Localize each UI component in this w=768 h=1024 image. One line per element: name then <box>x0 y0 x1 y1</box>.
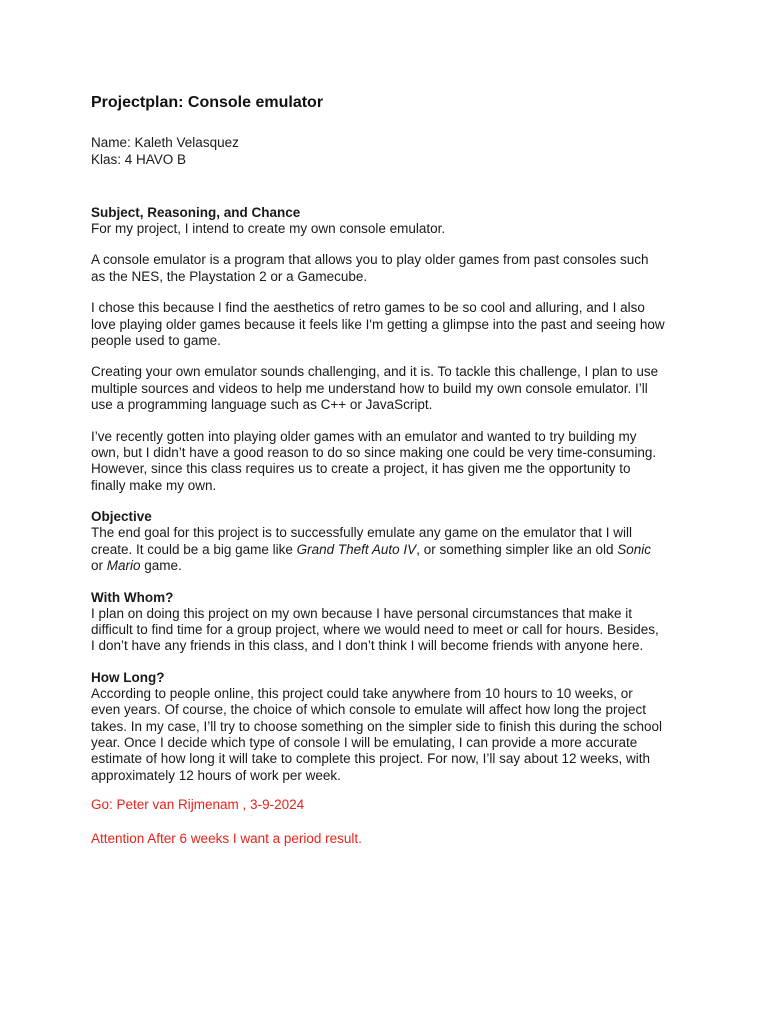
text-line: use a programming language such as C++ or JavaScript. <box>91 397 433 413</box>
text-line: own, but I didn’t have a good reason to do so since making one could be very time-consuming. <box>91 445 657 461</box>
teacher-attention-note: Attention After 6 weeks I want a period result. <box>91 830 362 846</box>
text-line: love playing older games because it feels like I'm getting a glimpse into the past and seeing how <box>91 316 665 332</box>
text-line: year. Once I decide which type of console I will be emulating, I can provide a more accurate <box>91 734 638 750</box>
section-objective-heading: Objective <box>91 509 152 525</box>
student-class: Klas: 4 HAVO B <box>91 152 187 167</box>
text-line: Creating your own emulator sounds challenging, and it is. To tackle this challenge, I plan to use <box>91 364 659 380</box>
text-line: multiple sources and videos to help me understand how to build my own console emulator. I’ll <box>91 380 648 396</box>
text-line: people used to game. <box>91 333 221 349</box>
text-line: I chose this because I find the aesthetics of retro games to be so cool and alluring, and I also <box>91 300 645 316</box>
paragraph <box>91 300 691 349</box>
paragraph <box>91 252 691 285</box>
paragraph <box>91 606 691 655</box>
text-fragment: , or something simpler like an old <box>416 541 618 557</box>
document-title: Projectplan: Console emulator <box>91 94 324 111</box>
text-line: takes. In my case, I’ll try to choose something on the simpler side to finish this during the school <box>91 718 663 734</box>
text-line: estimate of how long it will take to complete this project. For now, I’ll say about 12 weeks, with <box>91 751 651 767</box>
student-name: Name: Kaleth Velasquez <box>91 135 239 150</box>
paragraph <box>91 525 691 574</box>
paragraph <box>91 221 691 237</box>
text-line: difficult to find time for a group project, where we would need to meet or call for hours. Besides, <box>91 621 659 637</box>
text-line: I plan on doing this project on my own because I have personal circumstances that make it <box>91 605 633 621</box>
text-line: A console emulator is a program that allows you to play older games from past consoles such <box>91 252 649 268</box>
text-line: I don’t have any friends in this class, and I don’t think I will become friends with anyone here. <box>91 638 644 654</box>
text-fragment: create. It could be a big game like <box>91 541 297 557</box>
student-info <box>91 134 691 168</box>
text-line: finally make my own. <box>91 477 217 493</box>
paragraph <box>91 364 691 413</box>
text-line: approximately 12 hours of work per week. <box>91 767 341 783</box>
text-line: I’ve recently gotten into playing older games with an emulator and wanted to try building my <box>91 428 637 444</box>
text-line: For my project, I intend to create my own console emulator. <box>91 221 446 236</box>
section-with-whom-heading: With Whom? <box>91 589 174 605</box>
section-how-long-heading: How Long? <box>91 669 165 685</box>
game-title-mario: Mario <box>106 558 141 574</box>
section-how-long <box>91 669 691 784</box>
game-title-sonic: Sonic <box>617 541 652 557</box>
text-fragment: or <box>91 558 107 574</box>
paragraph <box>91 429 691 495</box>
section-subject-heading: Subject, Reasoning, and Chance <box>91 205 301 220</box>
text-line: as the NES, the Playstation 2 or a Gamecube. <box>91 268 368 284</box>
teacher-approval-note: Go: Peter van Rijmenam , 3-9-2024 <box>91 797 305 813</box>
text-line: According to people online, this project could take anywhere from 10 hours to 10 weeks, or <box>91 685 633 701</box>
section-with-whom <box>91 589 691 655</box>
paragraph <box>91 686 691 784</box>
document-body <box>91 92 691 847</box>
text-line: The end goal for this project is to successfully emulate any game on the emulator that I will <box>91 525 633 541</box>
section-objective <box>91 508 691 574</box>
game-title-gta: Grand Theft Auto IV <box>296 541 417 557</box>
section-subject <box>91 204 691 494</box>
text-line: However, since this class requires us to create a project, it has given me the opportunity to <box>91 461 631 477</box>
text-fragment: game. <box>140 558 182 574</box>
text-line: even years. Of course, the choice of which console to emulate will affect how long the project <box>91 702 647 718</box>
